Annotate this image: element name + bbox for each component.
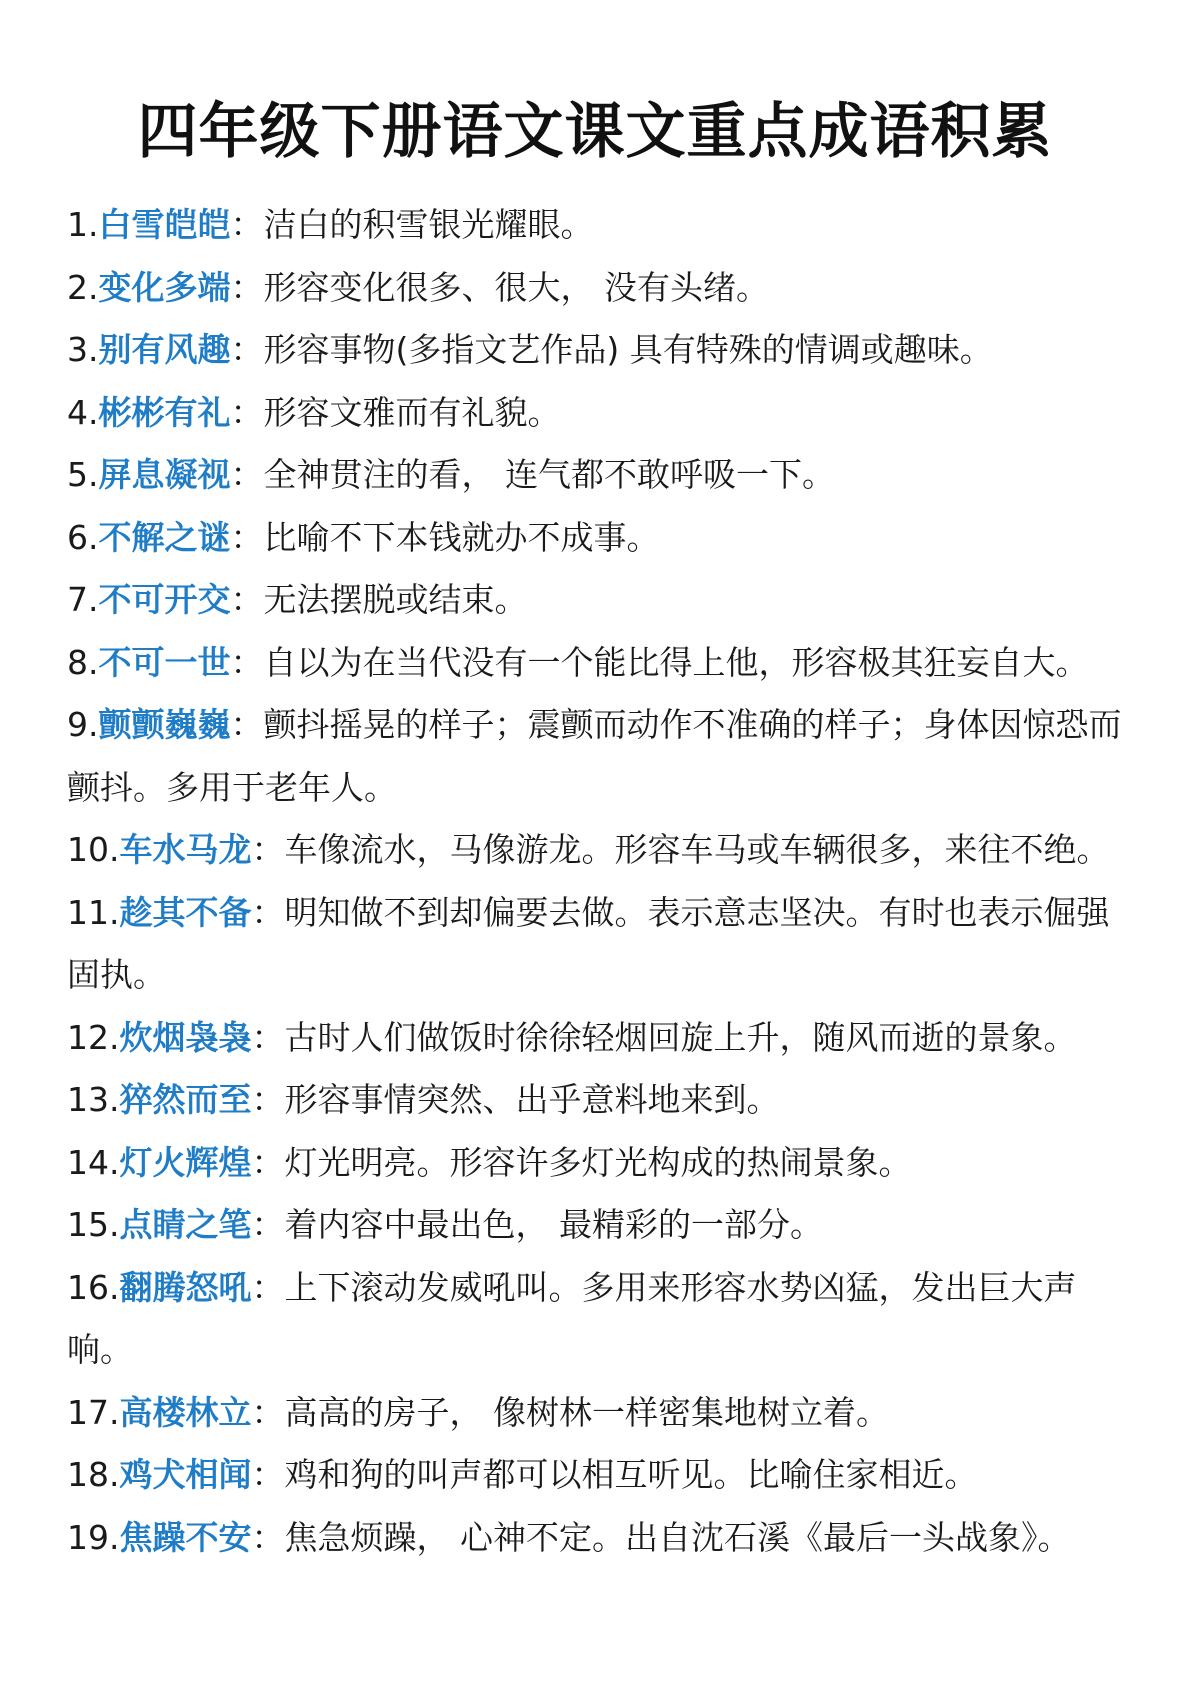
- list-item: [67, 319, 1137, 382]
- list-item: [67, 632, 1137, 695]
- idiom-term: 趁其不备: [119, 892, 252, 932]
- list-item: [67, 444, 1137, 507]
- item-number: 17.: [67, 1392, 120, 1432]
- item-number: 12.: [67, 1017, 120, 1057]
- item-number: 9.: [67, 705, 99, 744]
- separator: ：: [230, 580, 264, 619]
- item-number: 4.: [67, 392, 99, 432]
- item-number: 6.: [67, 517, 99, 557]
- list-item: [67, 194, 1137, 257]
- separator: ：: [251, 830, 285, 869]
- item-number: 8.: [67, 642, 99, 682]
- item-number: 18.: [67, 1455, 120, 1494]
- item-number: 10.: [67, 830, 120, 869]
- idiom-term: 高楼林立: [119, 1392, 252, 1432]
- idiom-term: 不解之谜: [98, 517, 231, 557]
- idiom-definition: 车像流水，马像游龙。形容车马或车辆很多，来往不绝。: [284, 830, 1110, 869]
- separator: ：: [251, 1455, 285, 1494]
- item-number: 5.: [67, 455, 99, 494]
- idiom-term: 猝然而至: [119, 1080, 252, 1119]
- list-item: [67, 257, 1137, 320]
- idiom-term: 翻腾怒吼: [119, 1267, 252, 1307]
- page-title: 四年级下册语文课文重点成语积累: [137, 97, 1053, 167]
- idiom-definition: 形容变化很多、很大， 没有头绪。: [263, 267, 769, 307]
- item-number: 3.: [67, 330, 99, 369]
- separator: ：: [230, 267, 264, 307]
- separator: ：: [251, 1080, 285, 1119]
- separator: ：: [230, 455, 264, 494]
- idiom-definition: 古时人们做饭时徐徐轻烟回旋上升，随风而逝的景象。: [284, 1017, 1077, 1057]
- list-item: [67, 569, 1137, 632]
- separator: ：: [230, 642, 264, 682]
- idiom-term: 变化多端: [98, 267, 231, 307]
- idiom-definition: 高高的房子， 像树林一样密集地树立着。: [284, 1392, 889, 1432]
- item-number: 15.: [67, 1205, 120, 1244]
- idiom-definition: 上下滚动发威吼叫。多用来形容水势凶猛，发出巨大声响。: [67, 1267, 1077, 1369]
- idiom-term: 炊烟袅袅: [119, 1017, 252, 1057]
- item-number: 19.: [67, 1517, 120, 1557]
- separator: ：: [230, 705, 264, 744]
- idiom-definition: 形容事物(多指文艺作品) 具有特殊的情调或趣味。: [263, 330, 993, 369]
- idiom-term: 车水马龙: [119, 830, 252, 869]
- separator: ：: [251, 1517, 285, 1557]
- idiom-definition: 形容文雅而有礼貌。: [263, 392, 561, 432]
- list-item: [67, 819, 1137, 882]
- list-item: [67, 1382, 1137, 1445]
- separator: ：: [230, 330, 264, 369]
- idiom-term: 屏息凝视: [98, 455, 231, 494]
- item-number: 16.: [67, 1267, 120, 1307]
- separator: ：: [251, 1392, 285, 1432]
- idiom-list: [67, 194, 1137, 1569]
- idiom-term: 别有风趣: [98, 330, 231, 369]
- item-number: 11.: [67, 892, 120, 932]
- idiom-definition: 明知做不到却偏要去做。表示意志坚决。有时也表示倔强固执。: [67, 892, 1110, 994]
- idiom-definition: 焦急烦躁， 心神不定。出自沈石溪《最后一头战象》。: [284, 1517, 1071, 1557]
- list-item: [67, 882, 1137, 1007]
- list-item: [67, 1132, 1137, 1195]
- list-item: [67, 694, 1137, 819]
- separator: ：: [230, 517, 264, 557]
- idiom-definition: 灯光明亮。形容许多灯光构成的热闹景象。: [284, 1142, 912, 1182]
- item-number: 13.: [67, 1080, 120, 1119]
- separator: ：: [251, 1017, 285, 1057]
- idiom-definition: 全神贯注的看， 连气都不敢呼吸一下。: [263, 455, 835, 494]
- list-item: [67, 1444, 1137, 1507]
- list-item: [67, 1257, 1137, 1382]
- item-number: 1.: [67, 205, 99, 244]
- idiom-term: 点睛之笔: [119, 1205, 252, 1244]
- idiom-definition: 无法摆脱或结束。: [263, 580, 528, 619]
- list-item: [67, 1194, 1137, 1257]
- item-number: 14.: [67, 1142, 120, 1182]
- separator: ：: [251, 1205, 285, 1244]
- separator: ：: [230, 205, 264, 244]
- idiom-term: 灯火辉煌: [119, 1142, 252, 1182]
- idiom-term: 焦躁不安: [119, 1517, 252, 1557]
- idiom-term: 颤颤巍巍: [98, 705, 231, 744]
- list-item: [67, 1507, 1137, 1570]
- list-item: [67, 382, 1137, 445]
- separator: ：: [251, 1142, 285, 1182]
- idiom-definition: 洁白的积雪银光耀眼。: [263, 205, 594, 244]
- item-number: 2.: [67, 267, 99, 307]
- idiom-definition: 自以为在当代没有一个能比得上他，形容极其狂妄自大。: [263, 642, 1089, 682]
- idiom-definition: 形容事情突然、出乎意料地来到。: [284, 1080, 780, 1119]
- list-item: [67, 1007, 1137, 1070]
- list-item: [67, 507, 1137, 570]
- separator: ：: [230, 392, 264, 432]
- separator: ：: [251, 892, 285, 932]
- list-item: [67, 1069, 1137, 1132]
- item-number: 7.: [67, 580, 99, 619]
- idiom-definition: 颤抖摇晃的样子；震颤而动作不准确的样子；身体因惊恐而颤抖。多用于老年人。: [67, 705, 1122, 807]
- idiom-definition: 鸡和狗的叫声都可以相互听见。比喻住家相近。: [284, 1455, 978, 1494]
- idiom-definition: 着内容中最出色， 最精彩的一部分。: [284, 1205, 823, 1244]
- idiom-term: 白雪皑皑: [98, 205, 231, 244]
- idiom-definition: 比喻不下本钱就办不成事。: [263, 517, 660, 557]
- separator: ：: [251, 1267, 285, 1307]
- idiom-term: 不可开交: [98, 580, 231, 619]
- idiom-term: 鸡犬相闻: [119, 1455, 252, 1494]
- idiom-term: 不可一世: [98, 642, 231, 682]
- idiom-term: 彬彬有礼: [98, 392, 231, 432]
